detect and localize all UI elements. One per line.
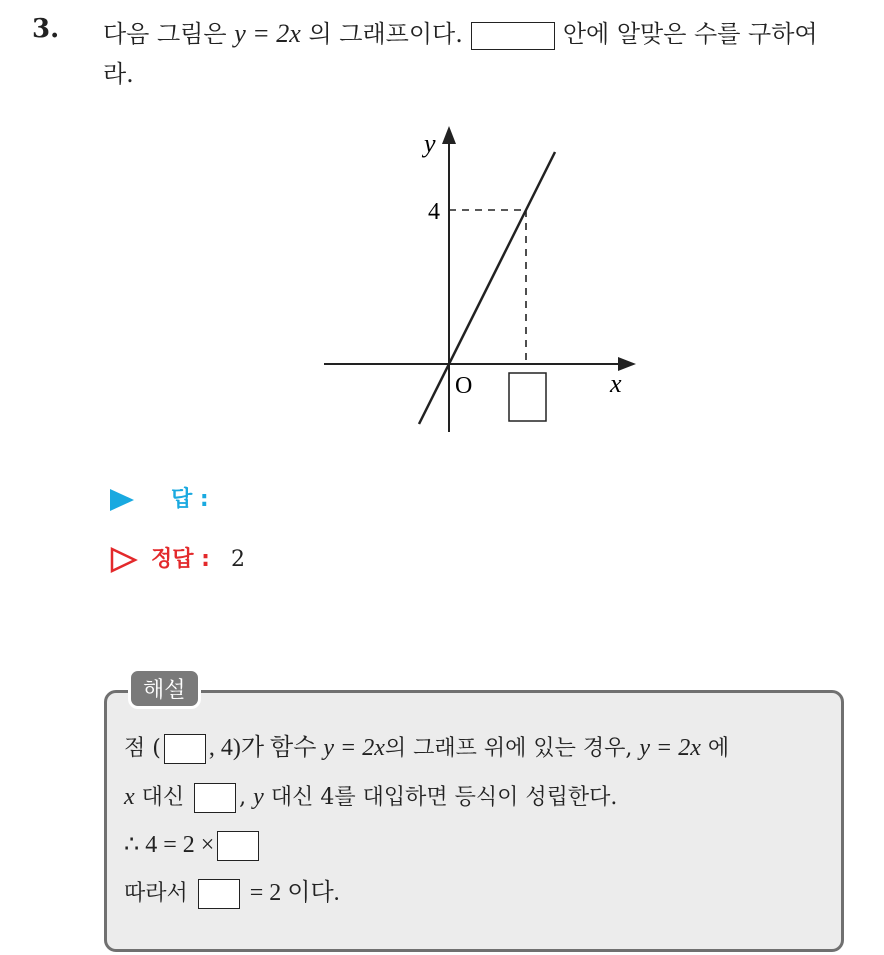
solution-line-4 bbox=[124, 878, 340, 909]
solution-equation: y = 2x bbox=[639, 735, 701, 761]
solution-blank-box bbox=[194, 783, 236, 813]
question-text-mid: 의 그래프이다. bbox=[308, 20, 463, 48]
question-text-after: 안에 알맞은 수를 구하여 bbox=[562, 20, 818, 48]
x-axis-label: x bbox=[610, 369, 622, 398]
correct-answer-value: 2 bbox=[230, 547, 245, 572]
solution-text: 대신 bbox=[141, 785, 185, 810]
correct-answer-row bbox=[110, 542, 245, 573]
solution-text: 따라서 bbox=[124, 881, 188, 906]
y-axis-arrow bbox=[442, 126, 456, 144]
solution-variable: y bbox=[253, 784, 264, 810]
question-number: 3. bbox=[32, 14, 60, 44]
origin-label: O bbox=[455, 373, 473, 399]
solution-line-3 bbox=[124, 830, 262, 861]
y-tick-label: 4 bbox=[428, 199, 440, 225]
question-text-line2: 라. bbox=[103, 60, 134, 88]
solution-line-1 bbox=[124, 733, 729, 764]
solution-text: 대신 4를 대입하면 등식이 성립한다. bbox=[270, 785, 618, 810]
solution-variable: x bbox=[124, 784, 135, 810]
solution-line-2 bbox=[124, 782, 617, 813]
solution-text: = 2 이다. bbox=[249, 880, 340, 906]
solution-box bbox=[104, 690, 844, 952]
correct-answer-label: 정답 : bbox=[151, 547, 210, 572]
solution-text: 의 그래프 위에 있는 경우, bbox=[384, 736, 633, 761]
question-text-before: 다음 그림은 bbox=[103, 20, 227, 48]
question-text bbox=[103, 14, 863, 94]
question-equation: y = 2x bbox=[234, 19, 301, 48]
solution-blank-box bbox=[198, 879, 240, 909]
solution-text: , 4)가 함수 bbox=[208, 735, 317, 761]
function-graph bbox=[300, 118, 650, 438]
solution-blank-box bbox=[217, 831, 259, 861]
y-axis-label: y bbox=[424, 129, 436, 158]
solution-text: ∴ 4 = 2 × bbox=[124, 832, 215, 858]
answer-label: 답 : bbox=[171, 487, 209, 512]
solution-text: , bbox=[239, 785, 247, 810]
solution-text: 점 ( bbox=[124, 736, 161, 761]
graph-blank-box bbox=[509, 373, 546, 421]
solution-blank-box bbox=[164, 734, 206, 764]
outline-triangle-icon bbox=[110, 547, 138, 573]
solution-tag: 해설 bbox=[128, 668, 201, 709]
solution-equation: y = 2x bbox=[323, 735, 385, 761]
solution-text: 에 bbox=[707, 736, 730, 761]
answer-blank-box bbox=[471, 22, 555, 50]
filled-triangle-icon bbox=[110, 489, 134, 511]
answer-row bbox=[110, 482, 209, 513]
